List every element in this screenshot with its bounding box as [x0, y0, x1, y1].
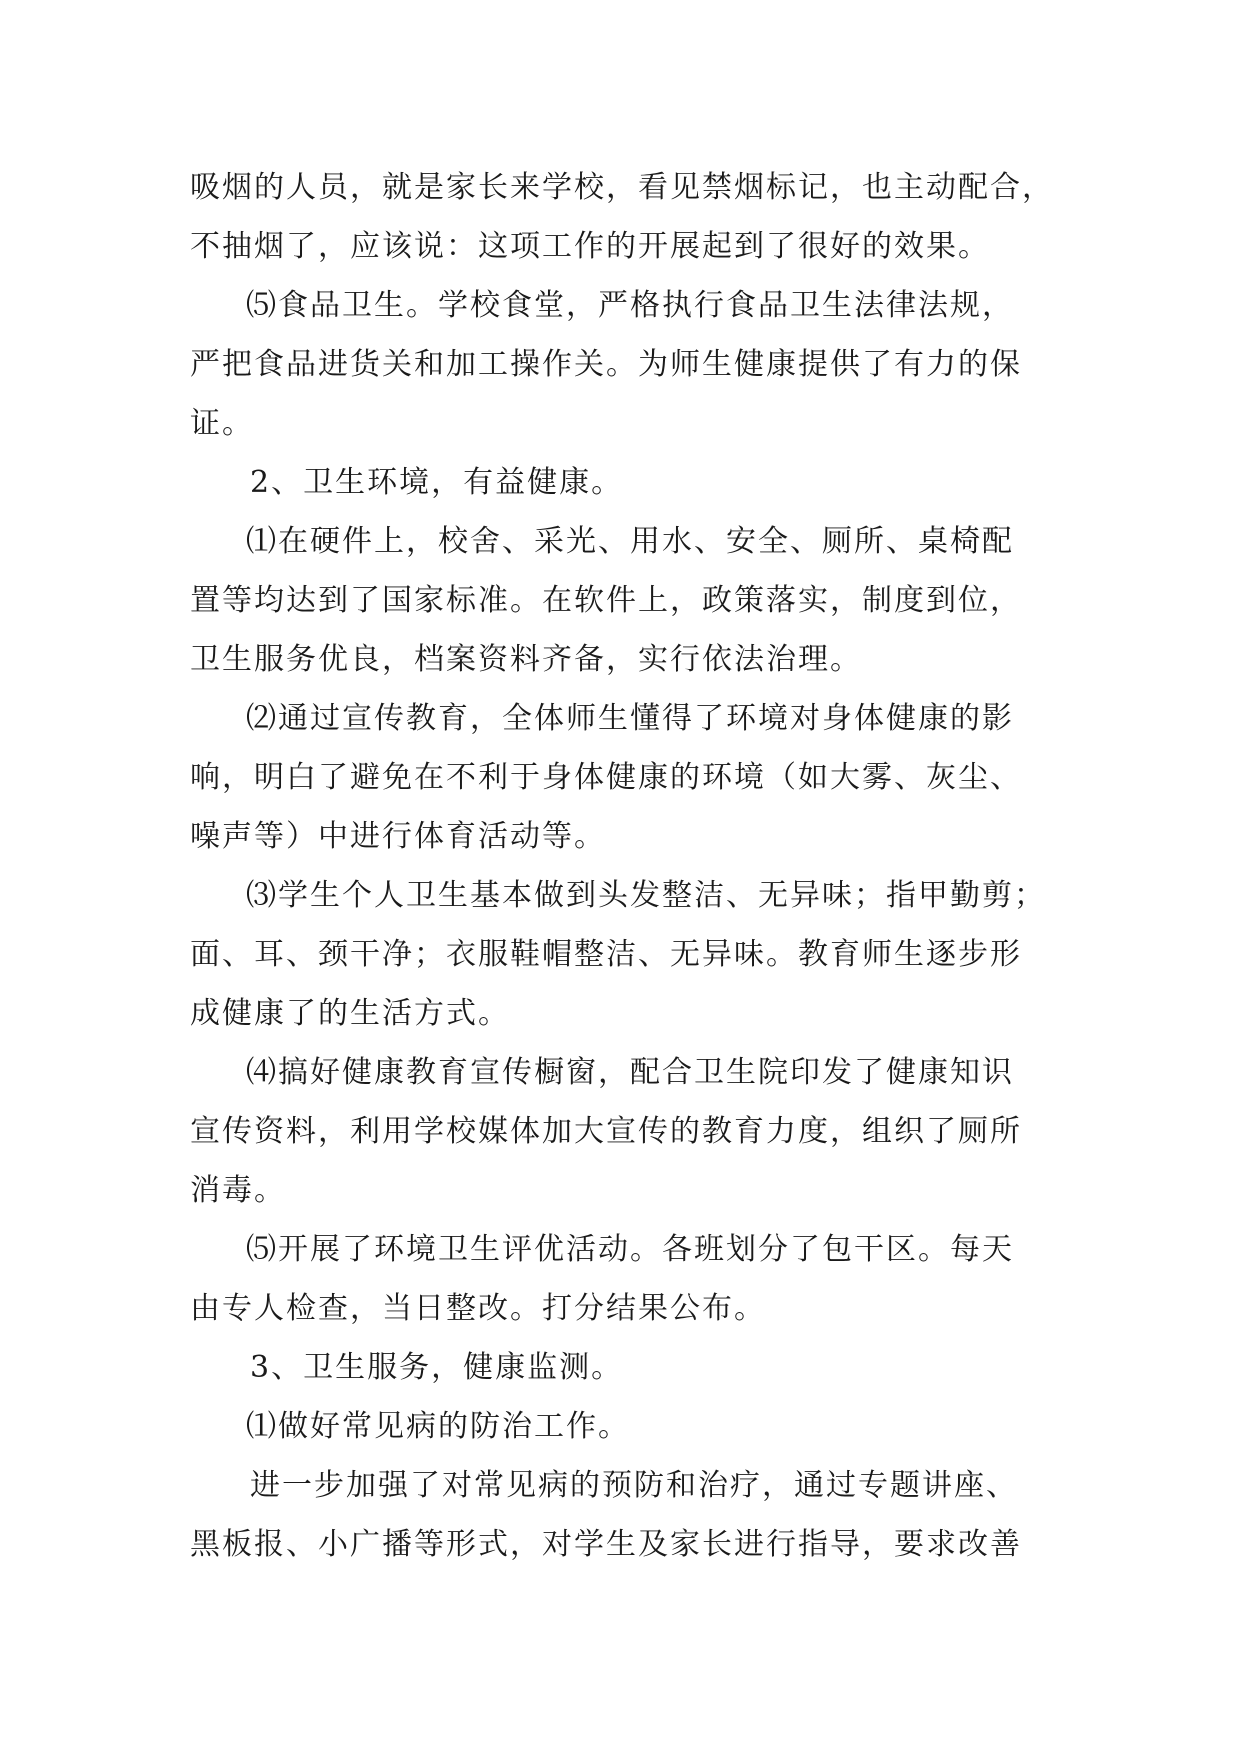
text-line: ⑴在硬件上，校舍、采光、用水、安全、厕所、桌椅配 — [246, 524, 1014, 559]
text-line: 卫生服务优良，档案资料齐备，实行依法治理。 — [190, 642, 862, 677]
text-line: 成健康了的生活方式。 — [190, 996, 510, 1031]
text-line: 置等均达到了国家标准。在软件上，政策落实，制度到位， — [190, 583, 1022, 618]
text-line: 吸烟的人员，就是家长来学校，看见禁烟标记，也主动配合， — [190, 170, 1054, 205]
text-line: 严把食品进货关和加工操作关。为师生健康提供了有力的保 — [190, 347, 1022, 382]
text-line: 3、卫生服务，健康监测。 — [250, 1350, 624, 1385]
text-line: ⑷搞好健康教育宣传橱窗，配合卫生院印发了健康知识 — [246, 1055, 1014, 1090]
text-line: 黑板报、小广播等形式，对学生及家长进行指导，要求改善 — [190, 1527, 1022, 1562]
text-line: 2、卫生环境，有益健康。 — [250, 465, 624, 500]
text-line: ⑵通过宣传教育，全体师生懂得了环境对身体健康的影 — [246, 701, 1014, 736]
text-line: ⑸开展了环境卫生评优活动。各班划分了包干区。每天 — [246, 1232, 1014, 1267]
text-line: 噪声等）中进行体育活动等。 — [190, 819, 606, 854]
text-line: 宣传资料，利用学校媒体加大宣传的教育力度，组织了厕所 — [190, 1114, 1022, 1149]
text-line: 面、耳、颈干净；衣服鞋帽整洁、无异味。教育师生逐步形 — [190, 937, 1022, 972]
text-line: 由专人检查，当日整改。打分结果公布。 — [190, 1291, 766, 1326]
text-line: 证。 — [190, 406, 254, 441]
text-line: ⑸食品卫生。学校食堂，严格执行食品卫生法律法规， — [246, 288, 1014, 323]
text-line: 消毒。 — [190, 1173, 286, 1208]
text-line: 进一步加强了对常见病的预防和治疗，通过专题讲座、 — [250, 1468, 1018, 1503]
text-line: ⑴做好常见病的防治工作。 — [246, 1409, 630, 1444]
text-line: ⑶学生个人卫生基本做到头发整洁、无异味；指甲勤剪； — [246, 878, 1046, 913]
text-line: 响，明白了避免在不利于身体健康的环境（如大雾、灰尘、 — [190, 760, 1022, 795]
text-line: 不抽烟了，应该说：这项工作的开展起到了很好的效果。 — [190, 229, 990, 264]
